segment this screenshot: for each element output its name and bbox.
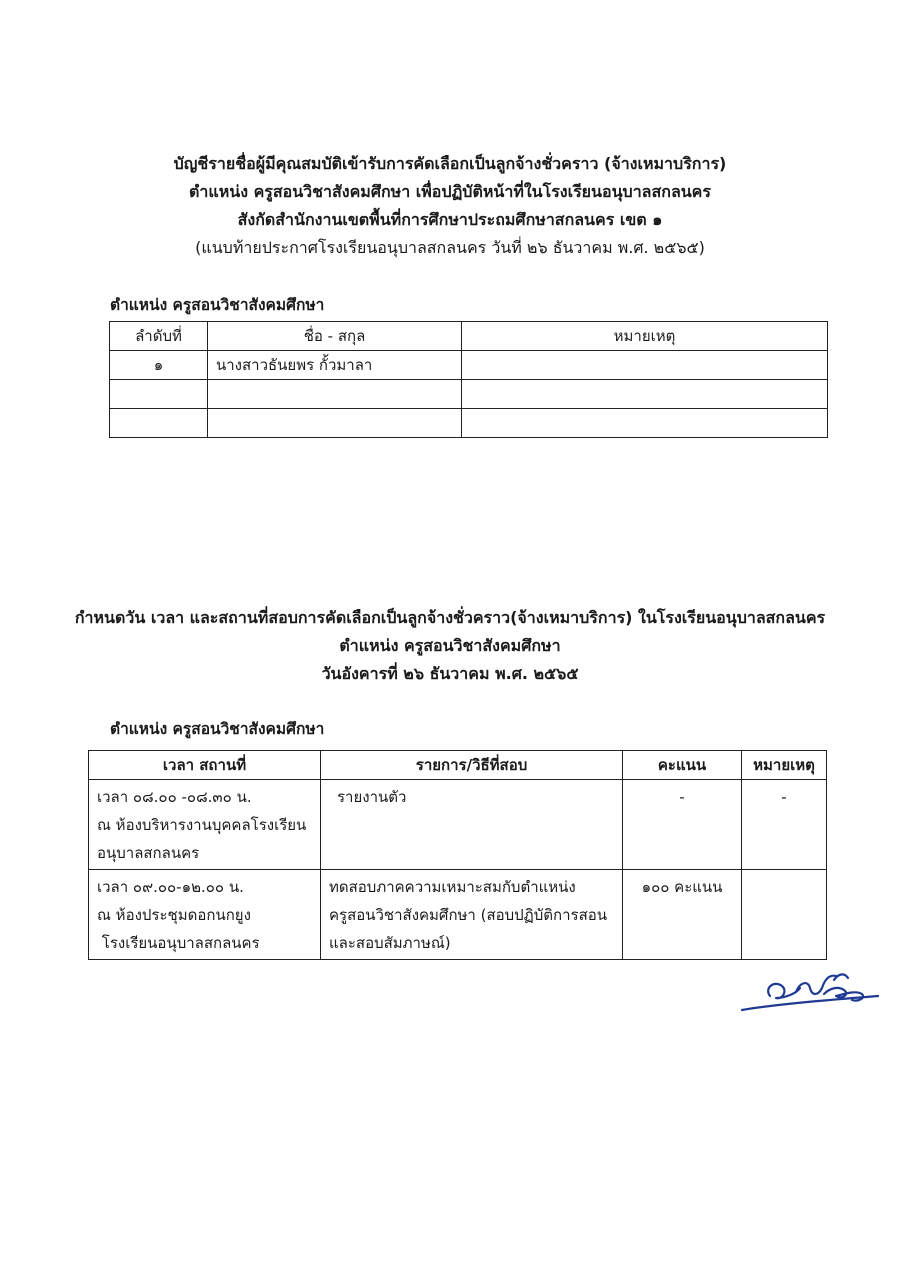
table-row xyxy=(110,380,828,409)
cell-method xyxy=(321,780,623,870)
header-name: ชื่อ - สกุล xyxy=(208,322,462,351)
place-text: ณ ห้องบริหารงานบุคคลโรงเรียน xyxy=(97,816,307,834)
announcement-title-line2: ตำแหน่ง ครูสอนวิชาสังคมศึกษา เพื่อปฏิบัติหน้าที่ในโรงเรียนอนุบาลสกลนคร xyxy=(189,182,711,201)
cell-time-place xyxy=(89,870,321,960)
cell-no xyxy=(110,380,208,409)
announcement-title-line1: บัญชีรายชื่อผู้มีคุณสมบัติเข้ารับการคัดเลือกเป็นลูกจ้างชั่วคราว (จ้างเหมาบริการ) xyxy=(173,154,727,173)
header-method: รายการ/วิธีที่สอบ xyxy=(321,751,623,780)
table-row xyxy=(89,870,827,960)
table-header-row xyxy=(110,322,828,351)
table-header-row xyxy=(89,751,827,780)
candidates-table xyxy=(109,321,828,438)
method-text: ทดสอบภาคความเหมาะสมกับตำแหน่ง xyxy=(329,878,576,896)
table-row xyxy=(110,409,828,438)
cell-name xyxy=(208,409,462,438)
schedule-title-line2: ตำแหน่ง ครูสอนวิชาสังคมศึกษา xyxy=(339,636,561,655)
schedule-title-line1: กำหนดวัน เวลา และสถานที่สอบการคัดเลือกเป็นลูกจ้างชั่วคราว(จ้างเหมาบริการ) ในโรงเรียนอนุบาลสกลนคร xyxy=(74,608,826,627)
cell-score: - xyxy=(623,780,742,870)
schedule-position-label: ตำแหน่ง ครูสอนวิชาสังคมศึกษา xyxy=(110,720,325,738)
header-remark: หมายเหตุ xyxy=(742,751,827,780)
cell-remark xyxy=(462,380,828,409)
method-text: รายงานตัว xyxy=(337,788,407,806)
header-score: คะแนน xyxy=(623,751,742,780)
cell-method xyxy=(321,870,623,960)
table-row xyxy=(89,780,827,870)
cell-remark xyxy=(462,409,828,438)
place-text: โรงเรียนอนุบาลสกลนคร xyxy=(97,934,260,952)
cell-remark xyxy=(462,351,828,380)
method-text: ครูสอนวิชาสังคมศึกษา (สอบปฏิบัติการสอน xyxy=(329,906,607,924)
cell-name: นางสาวธันยพร กั้วมาลา xyxy=(208,351,462,380)
cell-score: ๑๐๐ คะแนน xyxy=(623,870,742,960)
place-text: ณ ห้องประชุมดอกนกยูง xyxy=(97,906,251,924)
schedule-title-line3: วันอังคารที่ ๒๖ ธันวาคม พ.ศ. ๒๕๖๕ xyxy=(321,664,579,683)
schedule-table xyxy=(88,750,827,960)
time-text: เวลา ๐๘.๐๐ -๐๘.๓๐ น. xyxy=(97,788,252,806)
candidates-position-label: ตำแหน่ง ครูสอนวิชาสังคมศึกษา xyxy=(110,296,325,314)
method-text: และสอบสัมภาษณ์) xyxy=(329,934,451,952)
header-time-place: เวลา สถานที่ xyxy=(89,751,321,780)
announcement-title-line4: (แนบท้ายประกาศโรงเรียนอนุบาลสกลนคร วันที่ ๒๖ ธันวาคม พ.ศ. ๒๕๖๕) xyxy=(195,238,705,257)
cell-time-place xyxy=(89,780,321,870)
header-remark: หมายเหตุ xyxy=(462,322,828,351)
time-text: เวลา ๐๙.๐๐-๑๒.๐๐ น. xyxy=(97,878,244,896)
place-text: อนุบาลสกลนคร xyxy=(97,844,200,862)
header-no: ลำดับที่ xyxy=(110,322,208,351)
cell-no xyxy=(110,409,208,438)
cell-remark xyxy=(742,870,827,960)
table-row xyxy=(110,351,828,380)
cell-name xyxy=(208,380,462,409)
signature-icon xyxy=(738,960,883,1020)
cell-no: ๑ xyxy=(110,351,208,380)
announcement-title-line3: สังกัดสำนักงานเขตพื้นที่การศึกษาประถมศึกษาสกลนคร เขต ๑ xyxy=(237,210,663,229)
cell-remark: - xyxy=(742,780,827,870)
